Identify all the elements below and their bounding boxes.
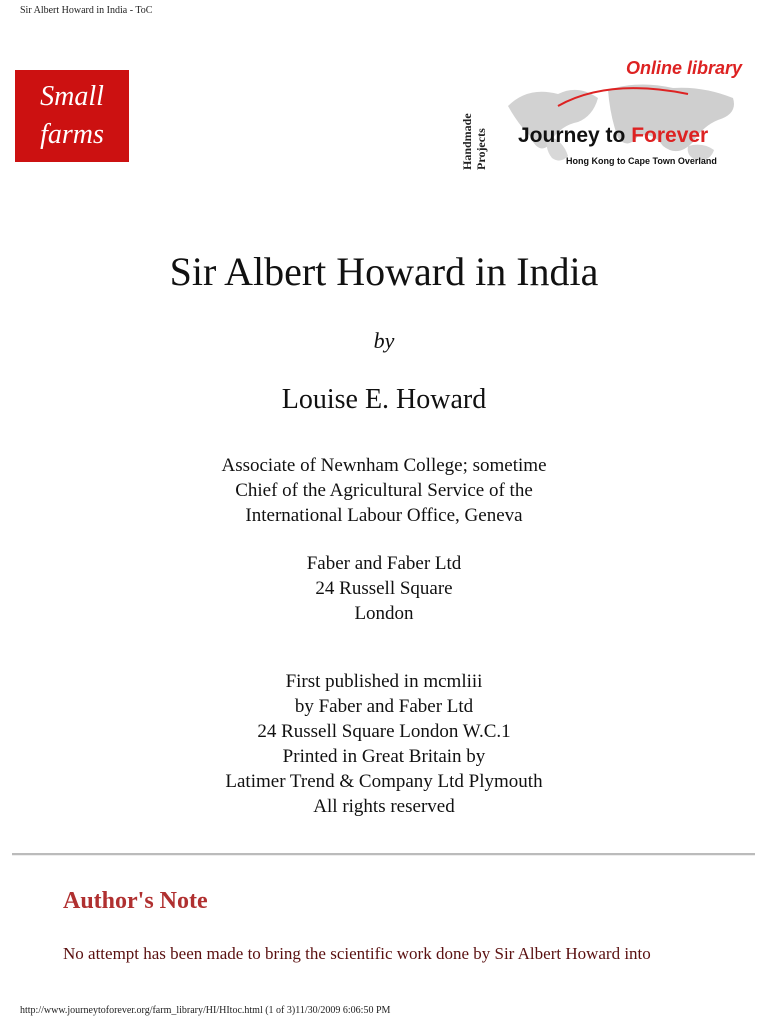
- badge-line-2: farms: [40, 119, 104, 150]
- author-affiliation: [0, 453, 768, 528]
- publication-line: Printed in Great Britain by: [282, 746, 486, 767]
- small-farms-badge[interactable]: [15, 70, 129, 162]
- projects-word: Projects: [474, 128, 488, 170]
- forever-text: Forever: [631, 124, 709, 147]
- publisher-block: [0, 551, 768, 626]
- print-footer-url: http://www.journeytoforever.org/farm_library/HI/HItoc.html (1 of 3)11/30/2009 6:06:50 PM: [20, 1005, 391, 1016]
- authors-note-heading: Author's Note: [63, 888, 208, 914]
- publication-info: [0, 669, 768, 819]
- publication-line: All rights reserved: [313, 796, 455, 817]
- journey-to-forever-logo[interactable]: [458, 58, 750, 172]
- handmade-projects-label: [460, 80, 490, 170]
- badge-line-1: Small: [40, 81, 104, 112]
- publication-line: First published in mcmliii: [285, 671, 483, 692]
- print-header: Sir Albert Howard in India - ToC: [20, 5, 153, 16]
- affiliation-line: Associate of Newnham College; sometime: [221, 455, 547, 476]
- publisher-line: Faber and Faber Ltd: [306, 553, 462, 574]
- online-library-label: Online library: [625, 58, 742, 78]
- logo-tagline: Hong Kong to Cape Town Overland: [566, 156, 717, 166]
- author-name: Louise E. Howard: [281, 384, 487, 415]
- book-title: Sir Albert Howard in India: [169, 249, 599, 294]
- publisher-line: London: [354, 603, 414, 624]
- publication-line: 24 Russell Square London W.C.1: [257, 721, 511, 742]
- handmade-word: Handmade: [460, 113, 474, 170]
- horizontal-divider: [12, 853, 755, 856]
- journey-to-forever-wordmark: [518, 124, 708, 148]
- by-line: by: [373, 328, 395, 353]
- world-map-icon: [488, 76, 746, 166]
- affiliation-line: Chief of the Agricultural Service of the: [235, 480, 533, 501]
- publication-line: Latimer Trend & Company Ltd Plymouth: [225, 771, 543, 792]
- authors-note-text: No attempt has been made to bring the scientific work done by Sir Albert Howard into: [63, 944, 651, 963]
- journey-to-text: Journey to: [518, 124, 632, 147]
- publisher-line: 24 Russell Square: [315, 578, 453, 599]
- affiliation-line: International Labour Office, Geneva: [245, 505, 523, 526]
- publication-line: by Faber and Faber Ltd: [294, 696, 474, 717]
